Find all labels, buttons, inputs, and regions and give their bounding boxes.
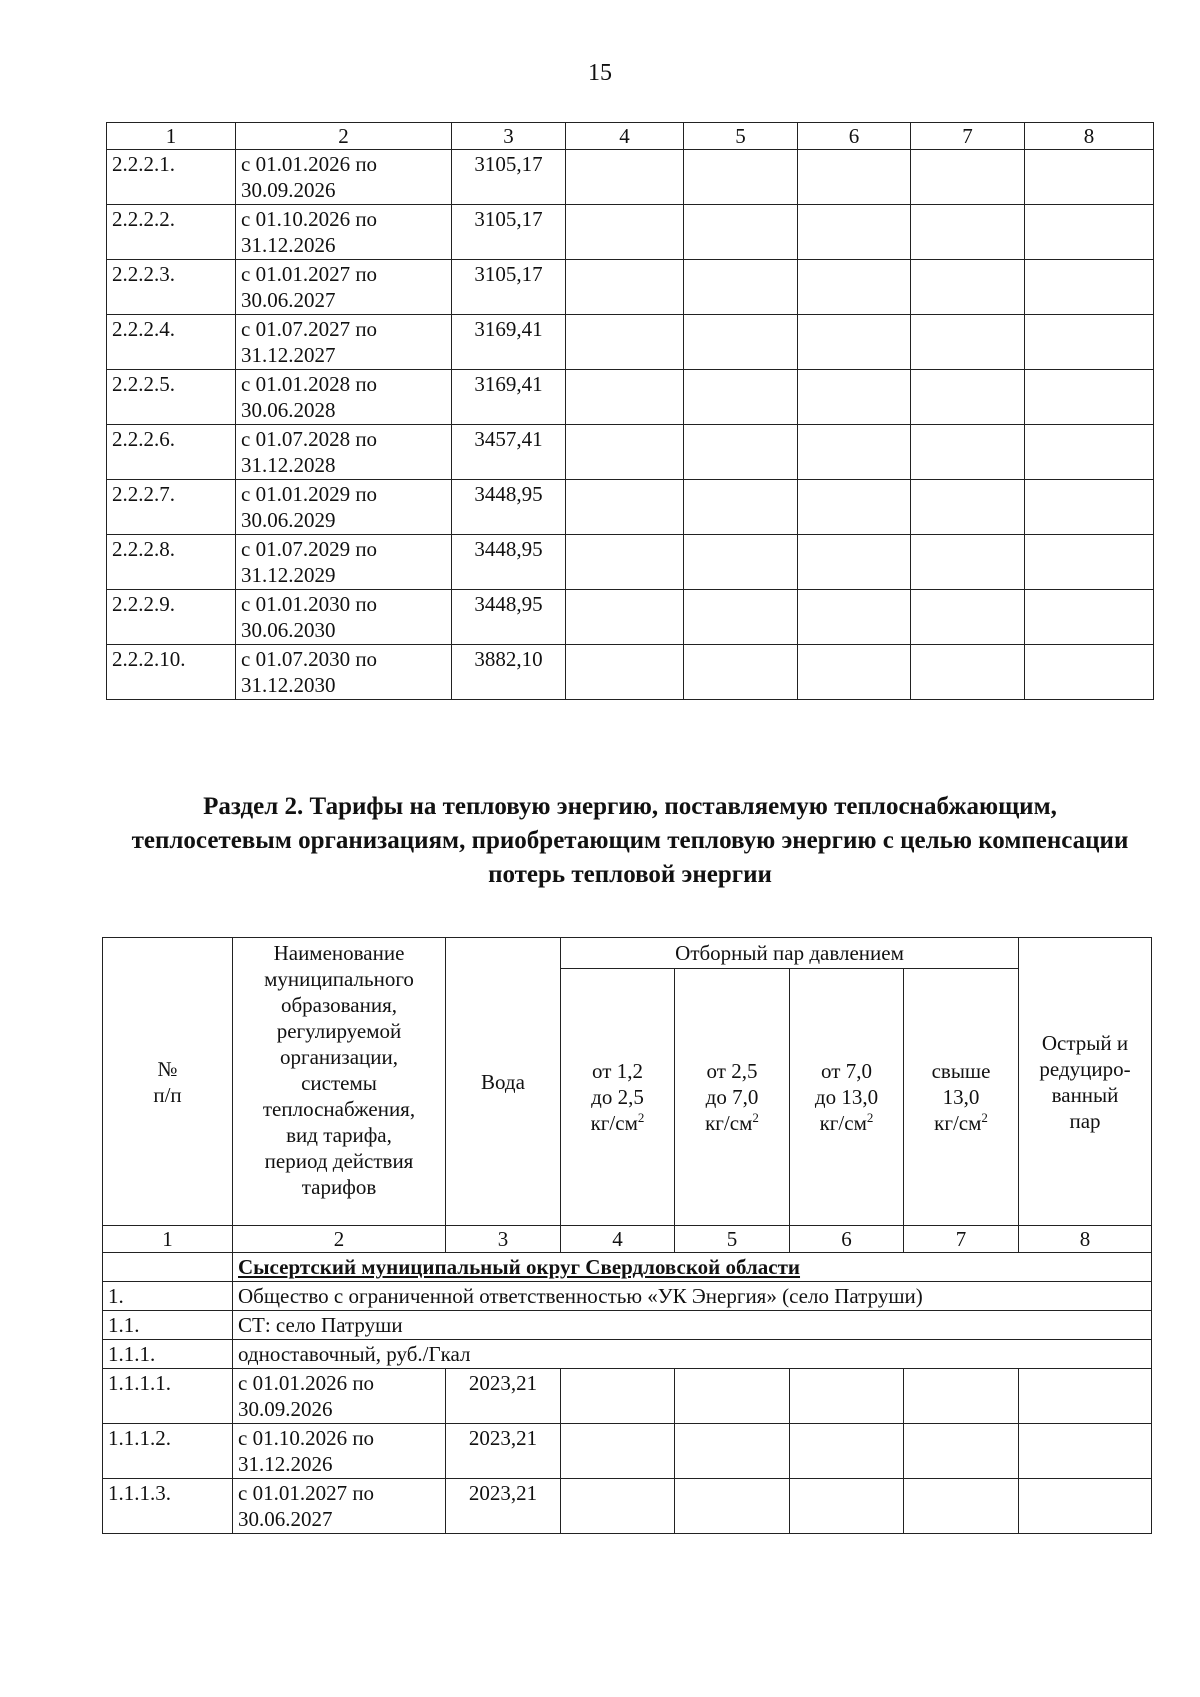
row-num: 2.2.2.2. [107, 205, 236, 260]
empty-cell [566, 370, 684, 425]
row-period: с 01.01.2030 по 30.06.2030 [236, 590, 452, 645]
row-value: 3169,41 [452, 315, 566, 370]
column-number: 6 [790, 1226, 904, 1253]
empty-cell [561, 1369, 675, 1424]
empty-cell [684, 535, 798, 590]
table-row [107, 150, 1154, 205]
header-steam-1-text: от 1,2 до 2,5 кг/см [590, 1059, 644, 1135]
empty-cell [790, 1369, 904, 1424]
row-period: с 01.01.2026 по 30.09.2026 [233, 1369, 446, 1424]
empty-cell [684, 150, 798, 205]
empty-cell [790, 1479, 904, 1534]
empty-cell [911, 645, 1025, 700]
row-value: 3448,95 [452, 590, 566, 645]
row-period: с 01.07.2028 по 31.12.2028 [236, 425, 452, 480]
column-number-row [107, 123, 1154, 150]
row-num: 1.1.1.1. [103, 1369, 233, 1424]
empty-cell [798, 645, 911, 700]
page-number: 15 [588, 60, 612, 86]
row-num: 1.1.1.3. [103, 1479, 233, 1534]
empty-cell [911, 590, 1025, 645]
row-period: с 01.07.2029 по 31.12.2029 [236, 535, 452, 590]
empty-cell [911, 205, 1025, 260]
row-num: 2.2.2.5. [107, 370, 236, 425]
header-water: Вода [446, 938, 561, 1226]
empty-cell [675, 1479, 790, 1534]
empty-cell [911, 535, 1025, 590]
row-value: 3105,17 [452, 150, 566, 205]
empty-cell [566, 645, 684, 700]
system-num: 1.1. [103, 1311, 233, 1340]
empty-cell [1025, 480, 1154, 535]
row-value: 3448,95 [452, 535, 566, 590]
column-number-row [103, 1226, 1152, 1253]
okrug-row [103, 1253, 1152, 1282]
empty-cell [561, 1424, 675, 1479]
row-period: с 01.07.2027 по 31.12.2027 [236, 315, 452, 370]
empty-cell [1025, 205, 1154, 260]
org-name: Общество с ограниченной ответственностью «УК Энергия» (село Патруши) [233, 1282, 1152, 1311]
empty-cell [911, 425, 1025, 480]
row-value: 2023,21 [446, 1424, 561, 1479]
row-value: 3169,41 [452, 370, 566, 425]
empty-cell [684, 260, 798, 315]
row-num: 2.2.2.4. [107, 315, 236, 370]
table-header-row [103, 938, 1152, 969]
column-number: 1 [107, 123, 236, 150]
tariff-type-row [103, 1340, 1152, 1369]
empty-cell [798, 590, 911, 645]
unit-exponent: 2 [866, 1110, 874, 1125]
row-value: 2023,21 [446, 1479, 561, 1534]
empty-cell [561, 1479, 675, 1534]
row-value: 3882,10 [452, 645, 566, 700]
header-steam-2 [675, 969, 790, 1226]
empty-cell [798, 260, 911, 315]
column-number: 2 [233, 1226, 446, 1253]
header-steam-4 [904, 969, 1019, 1226]
row-num: 2.2.2.9. [107, 590, 236, 645]
row-period: с 01.01.2026 по 30.09.2026 [236, 150, 452, 205]
empty-cell [684, 590, 798, 645]
header-steam-group: Отборный пар давлением [561, 938, 1019, 969]
table-row [107, 370, 1154, 425]
row-num: 2.2.2.7. [107, 480, 236, 535]
empty-cell [904, 1479, 1019, 1534]
unit-exponent: 2 [637, 1110, 645, 1125]
empty-cell [1025, 425, 1154, 480]
empty-cell [904, 1369, 1019, 1424]
row-num: 1.1.1.2. [103, 1424, 233, 1479]
column-number: 2 [236, 123, 452, 150]
tariff-type-name: одноставочный, руб./Гкал [233, 1340, 1152, 1369]
empty-cell [566, 150, 684, 205]
row-value: 3105,17 [452, 260, 566, 315]
empty-cell [1019, 1424, 1152, 1479]
header-steam-1 [561, 969, 675, 1226]
table-row [103, 1479, 1152, 1534]
row-period: с 01.10.2026 по 31.12.2026 [233, 1424, 446, 1479]
empty-cell [1025, 535, 1154, 590]
table-row [103, 1424, 1152, 1479]
empty-cell [1025, 370, 1154, 425]
empty-cell [790, 1424, 904, 1479]
empty-cell [798, 150, 911, 205]
empty-cell [684, 205, 798, 260]
empty-cell [911, 150, 1025, 205]
column-number: 5 [675, 1226, 790, 1253]
empty-cell [566, 480, 684, 535]
system-name: СТ: село Патруши [233, 1311, 1152, 1340]
empty-cell [684, 315, 798, 370]
table-row [107, 590, 1154, 645]
okrug-name: Сысертский муниципальный округ Свердловской области [233, 1253, 1152, 1282]
table-row [107, 315, 1154, 370]
row-value: 3448,95 [452, 480, 566, 535]
row-period: с 01.01.2027 по 30.06.2027 [236, 260, 452, 315]
empty-cell [566, 260, 684, 315]
column-number: 8 [1025, 123, 1154, 150]
row-value: 3105,17 [452, 205, 566, 260]
row-period: с 01.01.2029 по 30.06.2029 [236, 480, 452, 535]
table-row [107, 480, 1154, 535]
header-name: Наименование муниципального образования, регулируемой организации, системы теплоснабжения, вид тарифа, период действия тарифов [233, 938, 446, 1226]
column-number: 6 [798, 123, 911, 150]
row-num: 2.2.2.3. [107, 260, 236, 315]
empty-cell [1025, 315, 1154, 370]
unit-exponent: 2 [981, 1110, 988, 1125]
row-num: 2.2.2.1. [107, 150, 236, 205]
empty-cell [798, 535, 911, 590]
empty-cell [675, 1369, 790, 1424]
empty-cell [798, 315, 911, 370]
unit-exponent: 2 [752, 1110, 759, 1125]
empty-cell [684, 425, 798, 480]
row-num: 2.2.2.8. [107, 535, 236, 590]
empty-cell [911, 480, 1025, 535]
column-number: 7 [904, 1226, 1019, 1253]
table-row [107, 425, 1154, 480]
system-row [103, 1311, 1152, 1340]
org-num: 1. [103, 1282, 233, 1311]
empty-cell [1025, 150, 1154, 205]
empty-cell [1025, 590, 1154, 645]
table-row [107, 205, 1154, 260]
empty-cell [684, 645, 798, 700]
empty-cell [566, 205, 684, 260]
empty-cell [684, 480, 798, 535]
table-row [107, 535, 1154, 590]
empty-cell [566, 535, 684, 590]
empty-cell [911, 315, 1025, 370]
row-value: 2023,21 [446, 1369, 561, 1424]
header-steam-3-text: от 7,0 до 13,0 кг/см [814, 1059, 879, 1135]
row-period: с 01.01.2028 по 30.06.2028 [236, 370, 452, 425]
empty-cell [798, 205, 911, 260]
table-row [103, 1369, 1152, 1424]
row-num: 2.2.2.10. [107, 645, 236, 700]
empty-cell [675, 1424, 790, 1479]
column-number: 8 [1019, 1226, 1152, 1253]
empty-cell [566, 425, 684, 480]
column-number: 1 [103, 1226, 233, 1253]
row-period: с 01.01.2027 по 30.06.2027 [233, 1479, 446, 1534]
header-sharp-steam: Острый и редуциро- ванный пар [1019, 938, 1152, 1226]
empty-cell [798, 480, 911, 535]
row-period: с 01.10.2026 по 31.12.2026 [236, 205, 452, 260]
empty-cell [566, 590, 684, 645]
table-row [107, 645, 1154, 700]
tariff-table-section-2 [102, 937, 1152, 1534]
tariff-table-continued [106, 122, 1154, 700]
empty-cell [1019, 1479, 1152, 1534]
empty-cell [911, 260, 1025, 315]
row-value: 3457,41 [452, 425, 566, 480]
column-number: 4 [566, 123, 684, 150]
empty-cell [1019, 1369, 1152, 1424]
empty-cell [798, 370, 911, 425]
column-number: 4 [561, 1226, 675, 1253]
empty-cell [684, 370, 798, 425]
header-steam-3 [790, 969, 904, 1226]
header-num: № п/п [103, 938, 233, 1226]
row-period: с 01.07.2030 по 31.12.2030 [236, 645, 452, 700]
section-heading: Раздел 2. Тарифы на тепловую энергию, поставляемую теплоснабжающим, теплосетевым организациям, приобретающим тепловую энергию с целью компенсации потерь тепловой энергии [131, 793, 1129, 888]
table-row [107, 260, 1154, 315]
empty-cell [566, 315, 684, 370]
column-number: 3 [452, 123, 566, 150]
tariff-type-num: 1.1.1. [103, 1340, 233, 1369]
column-number: 3 [446, 1226, 561, 1253]
empty-cell [798, 425, 911, 480]
header-steam-2-text: от 2,5 до 7,0 кг/см [705, 1059, 759, 1135]
column-number: 7 [911, 123, 1025, 150]
empty-cell [1025, 260, 1154, 315]
okrug-num [103, 1253, 233, 1282]
empty-cell [904, 1424, 1019, 1479]
empty-cell [1025, 645, 1154, 700]
row-num: 2.2.2.6. [107, 425, 236, 480]
empty-cell [911, 370, 1025, 425]
header-steam-4-text: свыше 13,0 кг/см [931, 1059, 991, 1135]
column-number: 5 [684, 123, 798, 150]
org-row [103, 1282, 1152, 1311]
